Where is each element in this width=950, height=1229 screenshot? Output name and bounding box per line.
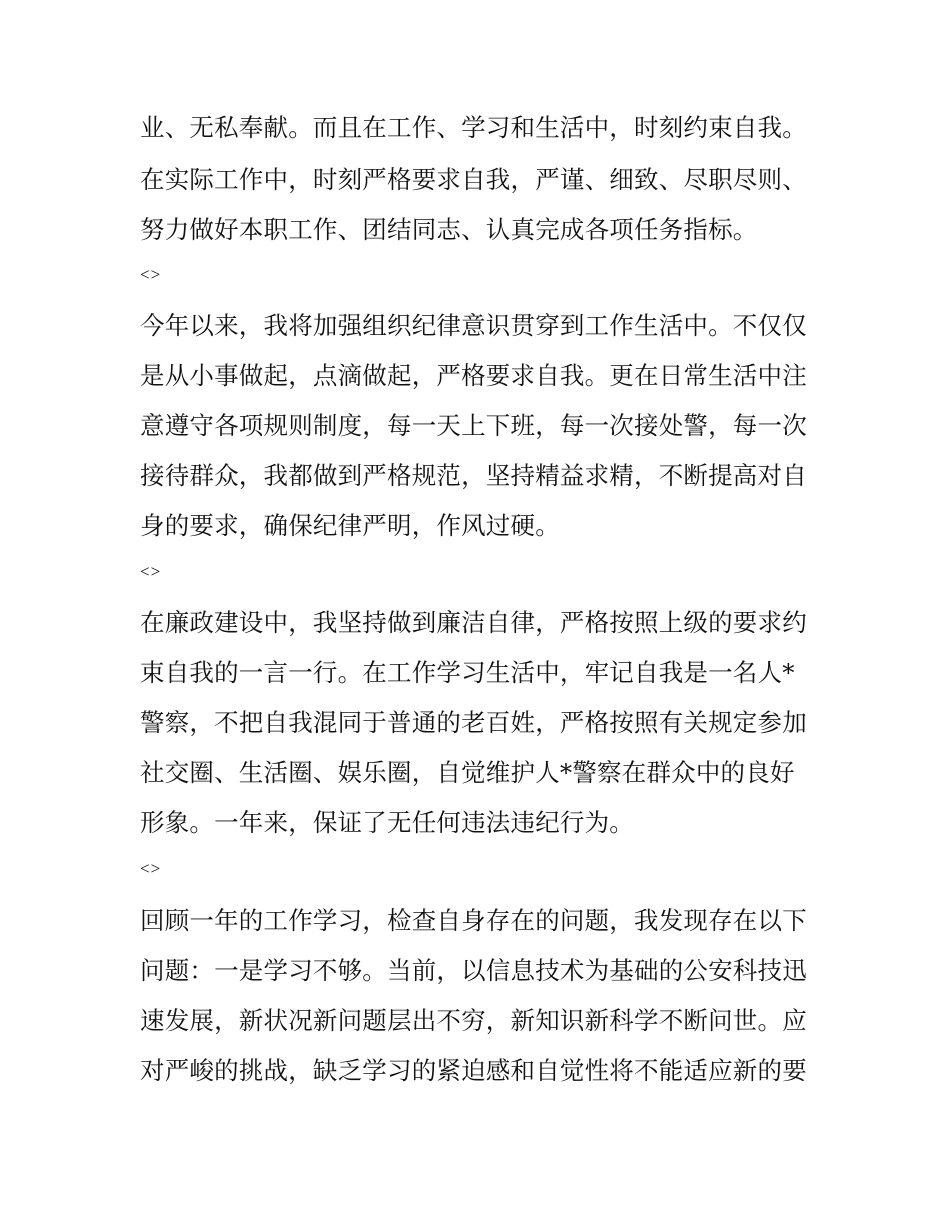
text-line: 警察，不把自我混同于普通的老百姓，严格按照有关规定参加 [140, 708, 807, 737]
text-line: 努力做好本职工作、团结同志、认真完成各项任务指标。 [140, 215, 758, 244]
text-line: 意遵守各项规则制度，每一天上下班，每一次接处警，每一次 [140, 411, 807, 440]
text-line: 接待群众，我都做到严格规范，坚持精益求精，不断提高对自 [140, 461, 807, 490]
text-line: 是从小事做起，点滴做起，严格要求自我。更在日常生活中注 [140, 361, 807, 390]
text-line: 身的要求，确保纪律严明，作风过硬。 [140, 511, 560, 540]
text-line: 社交圈、生活圈、娱乐圈，自觉维护人*警察在群众中的良好 [140, 758, 795, 787]
paragraph-separator: <> [140, 265, 162, 284]
text-line: 在廉政建设中，我坚持做到廉洁自律，严格按照上级的要求约 [140, 608, 807, 637]
text-line: 业、无私奉献。而且在工作、学习和生活中，时刻约束自我。 [140, 113, 807, 142]
text-line: 形象。一年来，保证了无任何违法违纪行为。 [140, 808, 634, 837]
paragraph-separator: <> [140, 562, 162, 581]
text-line: 回顾一年的工作学习，检查自身存在的问题，我发现存在以下 [140, 906, 807, 935]
text-line: 对严峻的挑战，缺乏学习的紧迫感和自觉性将不能适应新的要 [140, 1056, 807, 1085]
paragraph-separator: <> [140, 859, 162, 878]
text-line: 速发展，新状况新问题层出不穷，新知识新科学不断问世。应 [140, 1006, 807, 1035]
text-line: 束自我的一言一行。在工作学习生活中，牢记自我是一名人* [140, 658, 795, 687]
text-line: 今年以来，我将加强组织纪律意识贯穿到工作生活中。不仅仅 [140, 311, 807, 340]
text-line: 问题：一是学习不够。当前，以信息技术为基础的公安科技迅 [140, 956, 807, 985]
text-line: 在实际工作中，时刻严格要求自我，严谨、细致、尽职尽则、 [140, 165, 807, 194]
